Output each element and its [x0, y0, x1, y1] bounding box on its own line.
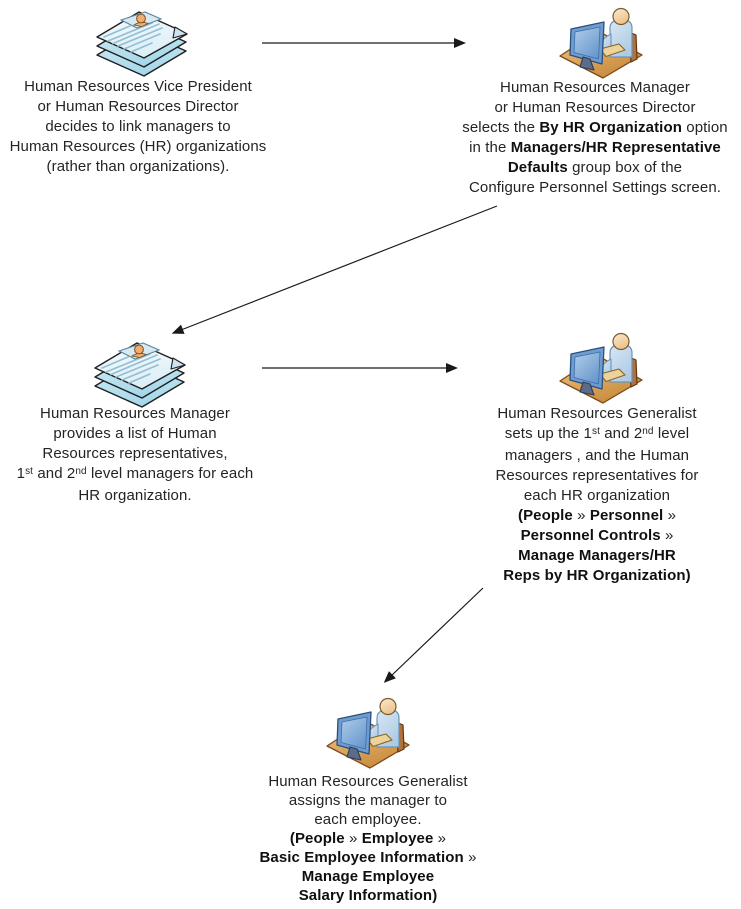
text-run: st: [591, 425, 600, 437]
text-line: [440, 138, 741, 158]
text-line: [447, 526, 741, 546]
text-run: nd: [642, 425, 654, 437]
text-line: [440, 158, 741, 178]
stacked-documents-icon: [94, 7, 189, 79]
emphasis-text: By HR Organization: [539, 119, 682, 136]
text-line: [218, 810, 518, 829]
text-run: managers , and the Human: [504, 447, 690, 464]
arrow-select-to-provide: [181, 206, 497, 330]
text-run: assigns the manager to: [288, 792, 448, 809]
emphasis-text: (People: [289, 830, 345, 847]
text-line: [0, 157, 282, 177]
text-run: »: [433, 830, 447, 847]
text-run: each HR organization: [523, 487, 671, 504]
text-line: [0, 117, 282, 137]
text-run: in the: [469, 139, 511, 156]
text-line: [0, 444, 279, 464]
text-line: [440, 178, 741, 198]
flow-node-caption: [218, 772, 518, 905]
text-run: 1: [16, 465, 26, 482]
flow-node-caption: [447, 404, 741, 586]
person-at-computer-icon: [555, 329, 645, 404]
text-line: [218, 791, 518, 810]
text-run: »: [572, 507, 590, 524]
text-run: Human Resources Vice President: [24, 78, 252, 95]
emphasis-text: (People: [517, 507, 573, 524]
text-line: [0, 404, 279, 424]
emphasis-text: Basic Employee Information: [259, 849, 464, 866]
text-line: [0, 424, 279, 444]
text-run: Human Resources Manager: [40, 405, 230, 422]
text-run: Human Resources Generalist: [268, 773, 468, 790]
text-run: option: [681, 119, 728, 136]
emphasis-text: Managers/HR Representative: [510, 139, 721, 156]
stacked-documents-icon: [92, 338, 187, 410]
text-run: decides to link managers to: [45, 118, 231, 135]
text-line: [0, 137, 282, 157]
text-line: [447, 506, 741, 526]
flow-node-caption: [0, 404, 279, 506]
text-run: »: [344, 830, 362, 847]
text-line: [218, 886, 518, 905]
emphasis-text: Defaults: [507, 159, 568, 176]
text-line: [218, 867, 518, 886]
text-line: [0, 77, 282, 97]
text-line: [447, 546, 741, 566]
text-run: or Human Resources Director: [37, 98, 239, 115]
text-run: Configure Personnel Settings screen.: [468, 179, 722, 196]
text-run: level managers for each: [86, 465, 254, 482]
text-run: and 2: [599, 425, 643, 442]
text-run: or Human Resources Director: [494, 99, 696, 116]
text-line: [218, 848, 518, 867]
text-run: »: [660, 527, 674, 544]
text-line: [0, 464, 279, 486]
person-at-computer-icon: [555, 4, 645, 79]
flow-node-caption: [440, 78, 741, 198]
text-line: [447, 404, 741, 424]
text-run: »: [463, 849, 477, 866]
text-run: nd: [75, 465, 87, 477]
emphasis-text: Reps by HR Organization): [503, 567, 691, 584]
text-line: [440, 118, 741, 138]
person-at-computer-icon: [322, 694, 412, 769]
text-run: (rather than organizations).: [46, 158, 230, 175]
text-run: level: [653, 425, 690, 442]
text-run: selects the: [462, 119, 540, 136]
text-line: [447, 566, 741, 586]
text-line: [447, 486, 741, 506]
text-line: [0, 486, 279, 506]
text-line: [440, 78, 741, 98]
text-line: [218, 772, 518, 791]
text-run: Human Resources (HR) organizations: [9, 138, 267, 155]
text-line: [447, 446, 741, 466]
text-run: each employee.: [314, 811, 422, 828]
text-line: [447, 466, 741, 486]
text-run: group box of the: [567, 159, 683, 176]
emphasis-text: Manage Employee: [301, 868, 435, 885]
text-run: Human Resources Generalist: [497, 405, 697, 422]
text-run: st: [25, 465, 34, 477]
text-run: sets up the 1: [504, 425, 592, 442]
text-run: and 2: [33, 465, 76, 482]
emphasis-text: Employee: [361, 830, 434, 847]
flow-node-caption: [0, 77, 282, 177]
text-run: Resources representatives for: [495, 467, 699, 484]
emphasis-text: Manage Managers/HR: [518, 547, 676, 564]
text-run: HR organization.: [78, 487, 192, 504]
text-line: [218, 829, 518, 848]
text-line: [440, 98, 741, 118]
text-line: [447, 424, 741, 446]
arrow-setup-to-assign: [391, 588, 483, 676]
text-run: Human Resources Manager: [500, 79, 690, 96]
text-line: [0, 97, 282, 117]
text-run: provides a list of Human: [53, 425, 217, 442]
text-run: »: [663, 507, 677, 524]
text-run: Resources representatives,: [42, 445, 228, 462]
emphasis-text: Personnel: [589, 507, 664, 524]
emphasis-text: Personnel Controls: [520, 527, 661, 544]
emphasis-text: Salary Information): [298, 887, 438, 904]
